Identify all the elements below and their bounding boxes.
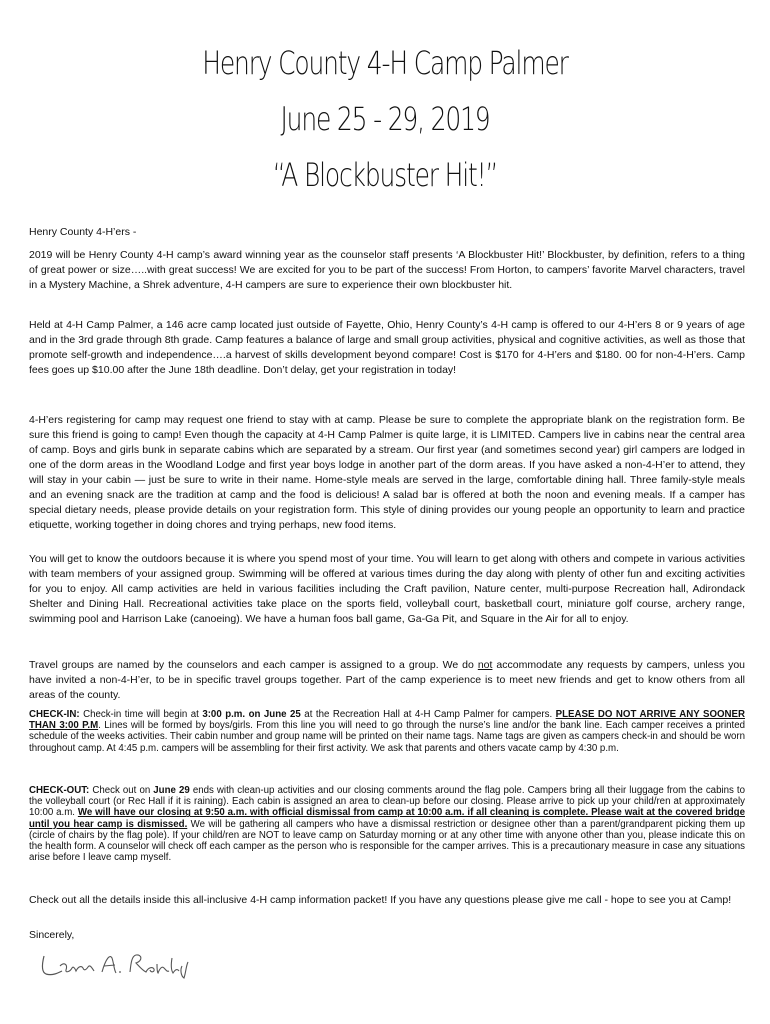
sign-off: Sincerely, [29, 929, 75, 941]
check-out-date: June 29 [153, 785, 190, 796]
camp-title: Henry County 4-H Camp Palmer [202, 44, 568, 82]
paragraph-check-in: CHECK-IN: Check-in time will begin at 3:00 p.m. on June 25 at the Recreation Hall at 4-H Camp Palmer for campers. PLEASE DO NOT ARRIVE ANY SOONER THAN 3:00 P.M. Lines will be formed by boys/girls. From this line you will need to go through the nurse’s line and/or the bank line. Each camper receives a printed schedule of the weeks activities. Their cabin number and group name will be printed on their name tags. Name tags are given as campers check-in and should be worn throughout camp. At 4:45 p.m. campers will be assembling for their first activity. We ask that parents and others vacate camp by 4:30 p.m. [29, 709, 746, 754]
camp-dates: June 25 - 29, 2019 [280, 100, 490, 138]
paragraph-intro: 2019 will be Henry County 4-H camp’s award winning year as the counselor staff presents ‘A Blockbuster Hit!’ Blockbuster, by definition, refers to a thing of great power or size…..with great success! We are excited for you to be part of the success! From Horton, to campers’ favorite Marvel characters, travel in a Mystery Machine, a Shrek adventure, 4-H campers are sure to experience their own blockbuster hit. [29, 249, 745, 291]
check-in-time: 3:00 p.m. on June 25 [202, 709, 301, 720]
camp-theme: “A Blockbuster Hit!” [272, 156, 498, 194]
dismissal-notice: We will have our closing at 9:50 a.m. with official dismissal from camp at 10:00 a.m. if all cleaning is complete. Please wait at the covered bridge until you hear camp is dismissed. [29, 807, 745, 830]
paragraph-activities: You will get to know the outdoors because it is where you spend most of your time. You will learn to get along with others and compete in various activities with team members of your assigned group. Swimming will be offered at various times during the day along with plenty of other fun and exciting activities for you to enjoy. All camp activities are held in various facilities including the Craft pavilion, Nature center, multi-purpose Recreation hall, Adirondack Shelter and Dining Hall. Recreational activities take place on the sports field, volleyball court, basketball court, miniature golf course, archery range, swimming pool and Harrison Lake (canoeing). We have a human foos ball game, Ga-Ga Pit, and Square in the Air for all to enjoy. [29, 553, 745, 625]
paragraph-location: Held at 4-H Camp Palmer, a 146 acre camp located just outside of Fayette, Ohio, Henry County’s 4-H camp is offered to our 4-H’ers 8 or 9 years of age and in the 3rd grade through 8th grade. Camp features a balance of large and small group activities, physical and cognitive activities, as well as those that promote self-growth and independence….a harvest of skills development beyond compare! Cost is $170 for 4-H’ers and $180. 00 for non-4-H’ers. Camp fees goes up $10.00 after the June 18th deadline. Don’t delay, get your registration in today! [29, 319, 745, 376]
not-emphasis: not [477, 659, 493, 671]
paragraph-closing: Check out all the details inside this all-inclusive 4-H camp information packet! If you have any questions please give me call - hope to see you at Camp! [29, 894, 732, 906]
paragraph-travel-groups: Travel groups are named by the counselors and each camper is assigned to a group. We do not accommodate any requests by campers, unless you have invited a non-4-H’er, to be in specific travel groups together. Part of the camp experience is to meet new friends and get to know others from all areas of the county. [29, 659, 745, 701]
paragraph-check-out: CHECK-OUT: Check out on June 29 ends with clean-up activities and our closing comments around the flag pole. Campers bring all their luggage from the cabins to the volleyball court (or Rec Hall if it is raining). Each cabin is assigned an area to clean-up before our closing. Please arrive to pick up your child/ren at approximately 10:00 a.m. We will have our closing at 9:50 a.m. with official dismissal from camp at 10:00 a.m. if all cleaning is complete. Please wait at the covered bridge until you hear camp is dismissed. We will be gathering all campers who have a dismissal restriction or designee other than a parent/grandparent picking them up (circle of chairs by the flag pole). If your child/ren are NOT to leave camp on Saturday morning or at any other time with anyone other than you, please indicate this on the health form. A counselor will check off each camper as the person who is responsible for the camper arrives. This is a precautionary measure in case any situations arise before I leave camp myself. [29, 785, 745, 864]
greeting: Henry County 4-H’ers - [29, 226, 137, 238]
check-in-label: CHECK-IN: [29, 709, 80, 720]
arrival-warning: PLEASE DO NOT ARRIVE ANY SOONER THAN 3:00 P.M [29, 709, 745, 732]
paragraph-cabins-meals: 4-H’ers registering for camp may request one friend to stay with at camp. Please be sure to complete the appropriate blank on the registration form. Be sure this friend is going to camp! Even though the capacity at 4-H Camp Palmer is quite large, it is LIMITED. Campers live in cabins near the central area of camp. Boys and girls bunk in separate cabins which are separated by a stream. Our first year (and sometimes second year) girl campers are lodged in one of the dorm areas in the Woodland Lodge and first year boys lodge in another part of the dorm areas. If you have asked a non-4-H’er to attend, they will stay in your cabin — just be sure to write in their name. Home-style meals are served in the large, comfortable dining hall. Three family-style meals and an evening snack are the tradition at camp and the food is delicious! A salad bar is offered at both the noon and evening meals. If a camper has special dietary needs, please provide details on your registration form. This style of dining provides our young people an opportunity to learn and practice etiquette, working together in doing chores and trying perhaps, new food items. [29, 414, 745, 531]
check-out-label: CHECK-OUT: [29, 785, 90, 796]
handwritten-signature [36, 944, 196, 984]
